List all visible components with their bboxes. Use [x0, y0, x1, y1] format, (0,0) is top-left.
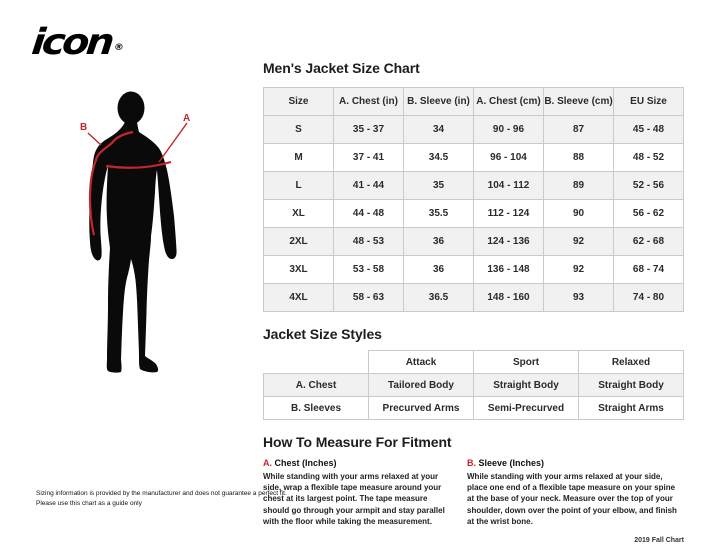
table-cell: 148 - 160 — [474, 284, 544, 312]
measure-title: How To Measure For Fitment — [263, 434, 452, 450]
column-header: Attack — [369, 351, 474, 374]
table-row — [264, 284, 684, 312]
row-header: 4XL — [264, 284, 334, 312]
table-cell: Straight Arms — [579, 397, 684, 420]
table-cell: 74 - 80 — [614, 284, 684, 312]
table-row — [264, 397, 684, 420]
size-chart-title: Men's Jacket Size Chart — [263, 60, 420, 76]
table-cell: 35 - 37 — [334, 116, 404, 144]
row-header: 3XL — [264, 256, 334, 284]
column-header: B. Sleeve (cm) — [544, 88, 614, 116]
measure-item-sleeve — [467, 458, 684, 527]
measure-instructions — [263, 458, 684, 527]
male-silhouette — [89, 92, 176, 373]
table-row — [264, 116, 684, 144]
table-cell: 58 - 63 — [334, 284, 404, 312]
table-cell: 34.5 — [404, 144, 474, 172]
size-chart-table — [263, 87, 684, 312]
registered-trademark-icon: ® — [113, 43, 125, 53]
icon-logo-text: icon — [29, 22, 114, 63]
measure-chest-label: Chest (Inches) — [274, 458, 337, 468]
table-cell: 41 - 44 — [334, 172, 404, 200]
measure-chest-label-line — [263, 458, 453, 468]
table-cell: 90 — [544, 200, 614, 228]
table-row — [264, 374, 684, 397]
measure-sleeve-label-line — [467, 458, 684, 468]
disclaimer-line-1: Sizing information is provided by the manufacturer and does not guarantee a perfect fit. — [36, 490, 287, 497]
table-cell: 44 - 48 — [334, 200, 404, 228]
chart-content — [263, 60, 684, 544]
table-row — [264, 228, 684, 256]
row-header: B. Sleeves — [264, 397, 369, 420]
column-header — [264, 351, 369, 374]
column-header: Relaxed — [579, 351, 684, 374]
style-chart-header-row — [264, 351, 684, 374]
table-cell: 36 — [404, 256, 474, 284]
table-cell: 62 - 68 — [614, 228, 684, 256]
column-header: Size — [264, 88, 334, 116]
table-cell: 136 - 148 — [474, 256, 544, 284]
style-chart-table — [263, 350, 684, 420]
body-measurement-figure — [60, 88, 210, 380]
table-cell: 36 — [404, 228, 474, 256]
table-cell: 48 - 53 — [334, 228, 404, 256]
measure-chest-prefix: A. — [263, 458, 272, 468]
table-cell: 124 - 136 — [474, 228, 544, 256]
disclaimer — [36, 489, 316, 509]
table-row — [264, 144, 684, 172]
table-cell: 37 - 41 — [334, 144, 404, 172]
label-b-pointer-line — [88, 133, 101, 145]
table-cell: 92 — [544, 228, 614, 256]
table-cell: 104 - 112 — [474, 172, 544, 200]
column-header: B. Sleeve (in) — [404, 88, 474, 116]
table-cell: 89 — [544, 172, 614, 200]
measure-sleeve-prefix: B. — [467, 458, 476, 468]
row-header: L — [264, 172, 334, 200]
measure-sleeve-label: Sleeve (Inches) — [478, 458, 545, 468]
row-header: S — [264, 116, 334, 144]
table-row — [264, 172, 684, 200]
table-cell: 68 - 74 — [614, 256, 684, 284]
table-cell: Straight Body — [579, 374, 684, 397]
table-cell: Tailored Body — [369, 374, 474, 397]
chart-version: 2019 Fall Chart — [634, 536, 684, 544]
table-cell: 112 - 124 — [474, 200, 544, 228]
table-row — [264, 200, 684, 228]
size-chart-header-row — [264, 88, 684, 116]
style-chart-title: Jacket Size Styles — [263, 326, 382, 342]
table-cell: 96 - 104 — [474, 144, 544, 172]
table-cell: 93 — [544, 284, 614, 312]
label-a-pointer-line — [159, 123, 187, 162]
table-cell: 48 - 52 — [614, 144, 684, 172]
icon-logo — [30, 22, 127, 63]
table-cell: 90 - 96 — [474, 116, 544, 144]
table-row — [264, 256, 684, 284]
disclaimer-line-2: Please use this chart as a guide only — [36, 500, 142, 508]
sleeve-label-b: B — [80, 122, 88, 133]
column-header: A. Chest (cm) — [474, 88, 544, 116]
table-cell: 35.5 — [404, 200, 474, 228]
table-cell: 36.5 — [404, 284, 474, 312]
chest-label-a: A — [183, 113, 191, 124]
table-cell: 92 — [544, 256, 614, 284]
table-cell: 53 - 58 — [334, 256, 404, 284]
row-header: A. Chest — [264, 374, 369, 397]
table-cell: Semi-Precurved — [474, 397, 579, 420]
table-cell: 87 — [544, 116, 614, 144]
table-cell: Precurved Arms — [369, 397, 474, 420]
table-cell: 35 — [404, 172, 474, 200]
table-cell: 56 - 62 — [614, 200, 684, 228]
row-header: XL — [264, 200, 334, 228]
row-header: M — [264, 144, 334, 172]
table-cell: Straight Body — [474, 374, 579, 397]
column-header: A. Chest (in) — [334, 88, 404, 116]
table-cell: 52 - 56 — [614, 172, 684, 200]
measure-sleeve-text: While standing with your arms relaxed at your side, place one end of a flexible tape measure on your spine at the base of your neck. Measure over the top of your shoulder, down over the point of your elbow, and finish at the wrist bone. — [467, 472, 677, 526]
table-cell: 34 — [404, 116, 474, 144]
table-cell: 45 - 48 — [614, 116, 684, 144]
table-cell: 88 — [544, 144, 614, 172]
measure-chest-text: While standing with your arms relaxed at your side, wrap a flexible tape measure around your chest at its largest point. The tape measure should go through your armpit and stay parallel with the floor while taking the measurement. — [263, 472, 445, 526]
column-header: EU Size — [614, 88, 684, 116]
row-header: 2XL — [264, 228, 334, 256]
column-header: Sport — [474, 351, 579, 374]
